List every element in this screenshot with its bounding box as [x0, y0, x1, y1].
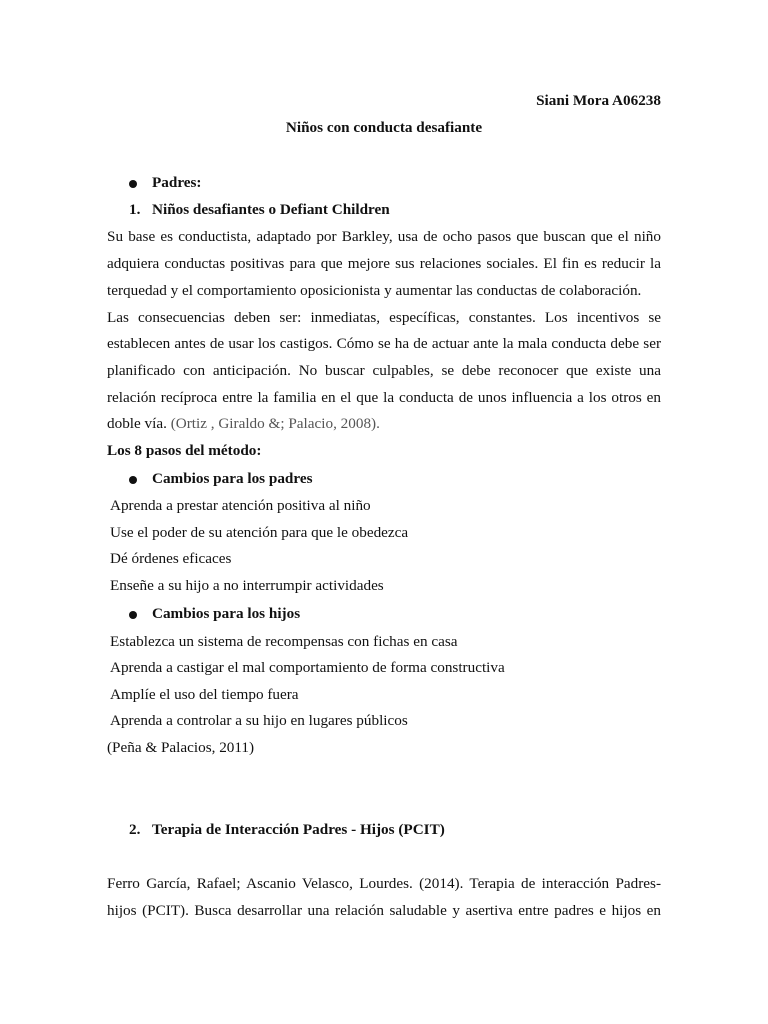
- para1-line: establecen antes de usar los castigos. Cómo se ha de actuar ante la mala conducta debe ser: [107, 335, 661, 352]
- child-step: Aprenda a castigar el mal comportamiento de forma constructiva: [110, 659, 505, 676]
- para1-last-line: [107, 414, 380, 434]
- author-line: Siani Mora A06238: [536, 92, 661, 109]
- child-step: Amplíe el uso del tiempo fuera: [110, 686, 299, 703]
- para1-line: relación recíproca entre la familia en el que la conducta de unos influencia a los otros en: [107, 389, 661, 406]
- para1-text: doble vía.: [107, 415, 167, 432]
- parent-step: Enseñe a su hijo a no interrumpir actividades: [110, 577, 384, 594]
- steps-citation: (Peña & Palacios, 2011): [107, 739, 255, 756]
- bullet-icon: [129, 476, 137, 484]
- item1-title: Niños desafiantes o Defiant Children: [152, 201, 390, 218]
- item2-title: Terapia de Interacción Padres - Hijos (PCIT): [152, 821, 445, 838]
- children-heading: Cambios para los hijos: [152, 605, 301, 622]
- child-step: Establezca un sistema de recompensas con fichas en casa: [110, 633, 458, 650]
- para1-line: terquedad y el comportamiento oposicionista y aumentar las conductas de colaboración.: [107, 282, 642, 299]
- parent-step: Dé órdenes eficaces: [110, 550, 232, 567]
- parent-step: Use el poder de su atención para que le obedezca: [110, 524, 409, 541]
- para1-line: Su base es conductista, adaptado por Barkley, usa de ocho pasos que buscan que el niño: [107, 228, 661, 245]
- para1-line: planificado con anticipación. No buscar culpables, se debe reconocer que existe una: [107, 362, 661, 379]
- item1-number: 1.: [129, 201, 141, 218]
- para1-citation: (Ortiz , Giraldo &; Palacio, 2008).: [170, 415, 380, 432]
- padres-label: Padres:: [152, 174, 202, 191]
- child-step: Aprenda a controlar a su hijo en lugares públicos: [110, 712, 408, 729]
- parent-step: Aprenda a prestar atención positiva al niño: [110, 497, 371, 514]
- steps-heading: Los 8 pasos del método:: [107, 442, 262, 459]
- parents-heading: Cambios para los padres: [152, 470, 313, 487]
- bullet-icon: [129, 611, 137, 619]
- bullet-icon: [129, 180, 137, 188]
- item2-number: 2.: [129, 821, 141, 838]
- para1-line: Las consecuencias deben ser: inmediatas, específicas, constantes. Los incentivos se: [107, 309, 661, 326]
- para2-line: Ferro García, Rafael; Ascanio Velasco, Lourdes. (2014). Terapia de interacción Padres-: [107, 875, 661, 892]
- document-title: Niños con conducta desafiante: [285, 119, 483, 136]
- para2-line: hijos (PCIT). Busca desarrollar una relación saludable y asertiva entre padres e hijos en: [107, 902, 661, 919]
- para1-line: adquiera conductas positivas para que mejore sus relaciones sociales. El fin es reducir la: [107, 255, 661, 272]
